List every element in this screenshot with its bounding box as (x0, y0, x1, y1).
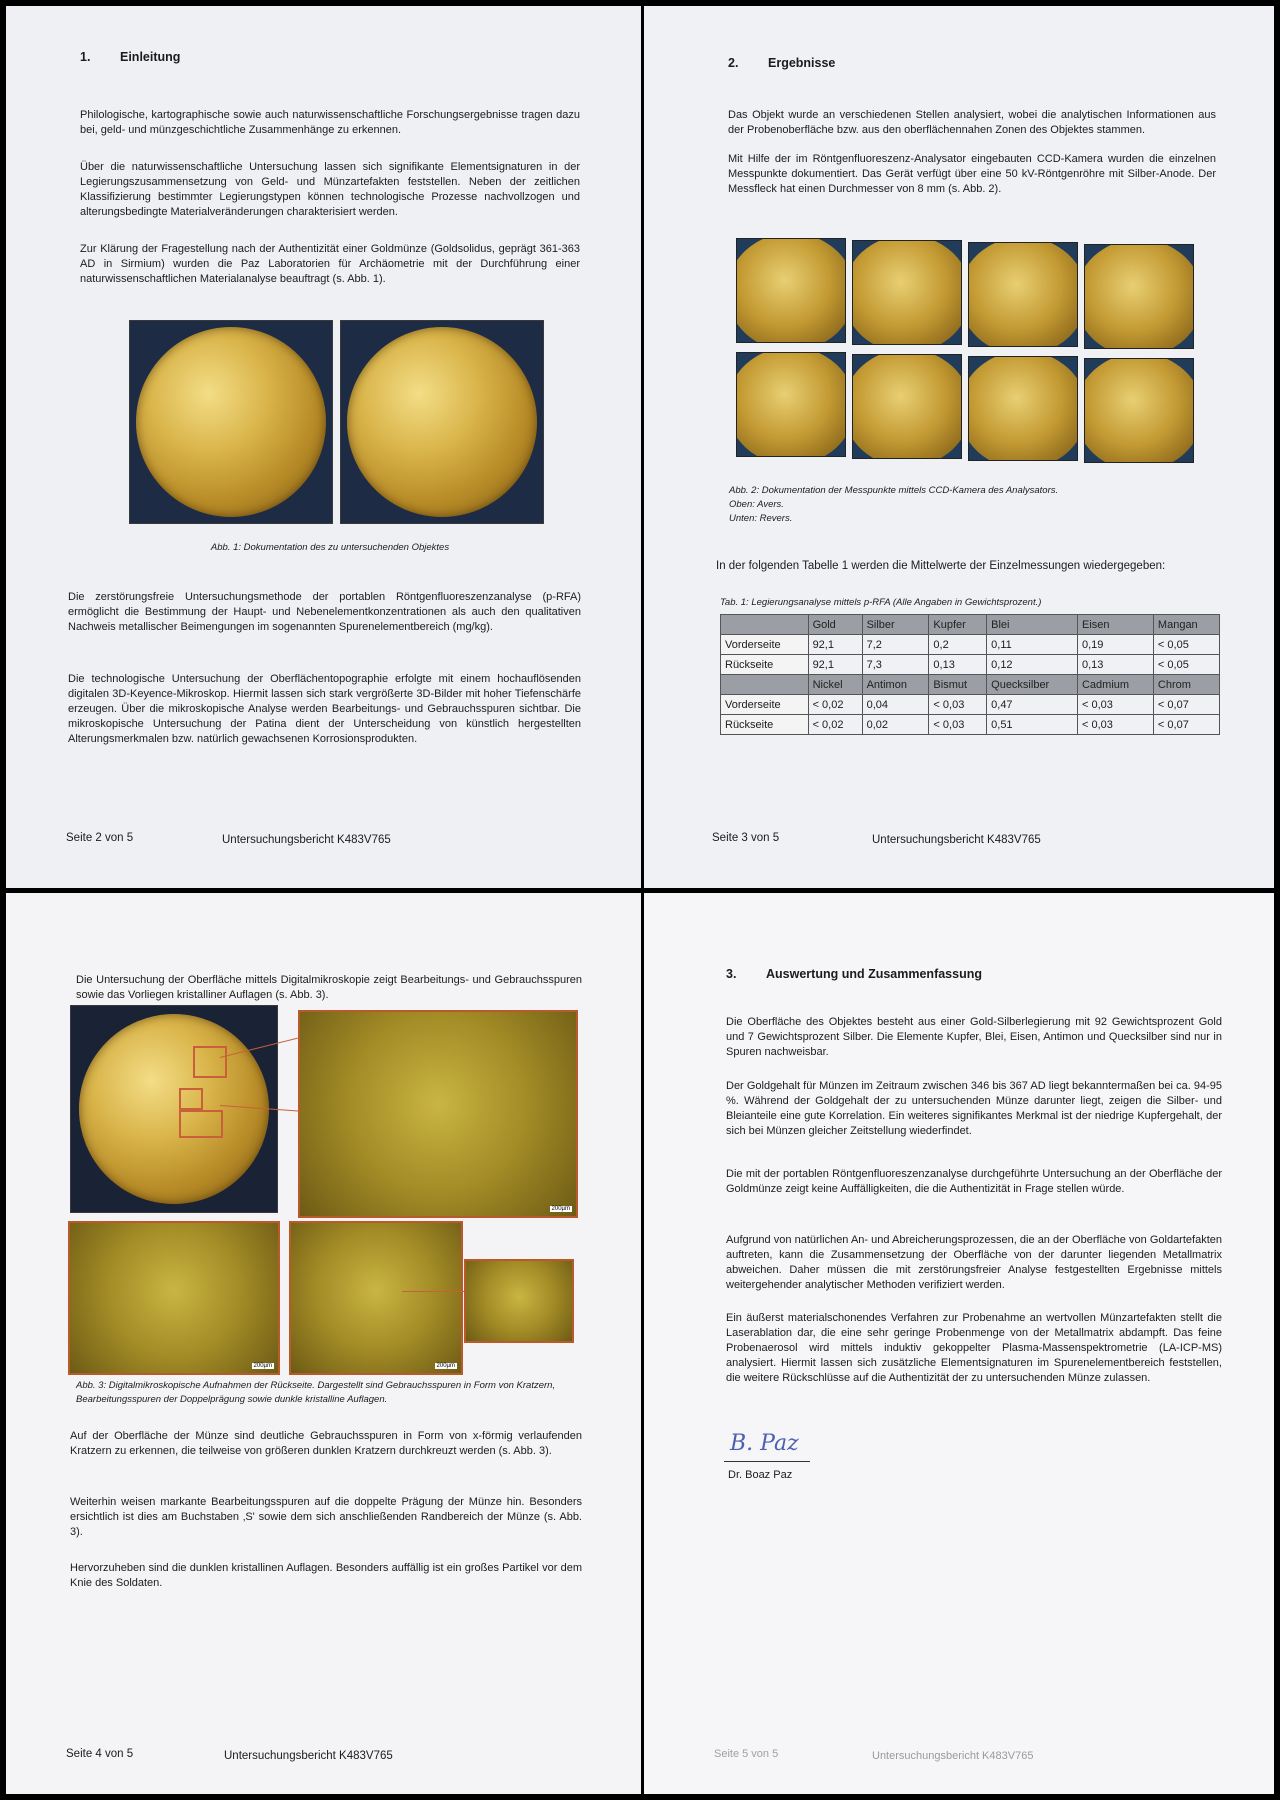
coin-reverse-photo (340, 320, 544, 524)
coin-reverse-image (79, 1014, 269, 1204)
ccd-measurement-photo-revers-1 (736, 352, 846, 457)
table-cell: < 0,05 (1153, 635, 1219, 655)
table-header-cell: Silber (862, 615, 929, 635)
table-row-label: Vorderseite (721, 635, 809, 655)
footer-report-id: Untersuchungsbericht K483V765 (224, 1750, 393, 1762)
table-row-label: Rückseite (721, 715, 809, 735)
table-header-cell: Nickel (808, 675, 862, 695)
caption-line: Unten: Revers. (729, 513, 793, 524)
table-cell: 92,1 (808, 655, 862, 675)
table-header-cell: Gold (808, 615, 862, 635)
section-heading-ergebnisse (728, 56, 835, 70)
paragraph: Hervorzuheben sind die dunklen kristallinen Auflagen. Besonders auffällig ist ein großes Partikel vor dem Knie des Soldaten. (70, 1562, 582, 1589)
paragraph: Philologische, kartographische sowie auch naturwissenschaftliche Forschungsergebnisse tragen dazu bei, geld- und münzgeschichtliche Zusammenhänge zu erkennen. (80, 109, 580, 136)
caption-line: Abb. 2: Dokumentation der Messpunkte mittels CCD-Kamera des Analysators. (729, 485, 1059, 496)
table-cell: < 0,02 (808, 695, 862, 715)
ccd-measurement-photo-revers-2 (852, 354, 962, 459)
microscope-image-scratches (298, 1010, 578, 1218)
table-cell: < 0,07 (1153, 715, 1219, 735)
table-cell: 0,19 (1077, 635, 1153, 655)
table-row-label: Rückseite (721, 655, 809, 675)
table-row (721, 655, 1220, 675)
paragraph: Auf der Oberfläche der Münze sind deutliche Gebrauchsspuren in Form von x-förmig verlaufenden Kratzern zu erkennen, die teilweise von größeren dunklen Kratzern durchkreuzt werden (s. Abb. 3). (70, 1430, 582, 1457)
paragraph: Der Goldgehalt für Münzen im Zeitraum zwischen 346 bis 367 AD liegt bekanntermaßen bei ca. 94-95 %. Während der Goldgehalt der zu untersuchenden Münze darunter liegt, zeigen die Silber- und Bleianteile eine gute Korrelation. Ein weiteres signifikantes Merkmal ist der niedrige Kupfergehalt, der sich bei Münzen gleicher Zeitstellung wiederfindet. (726, 1080, 1222, 1137)
table-cell: 0,02 (862, 715, 929, 735)
footer-page-number: Seite 4 von 5 (66, 1748, 134, 1760)
table-cell: 0,12 (987, 655, 1078, 675)
table-header-row (721, 615, 1220, 635)
table-cell: < 0,03 (1077, 715, 1153, 735)
table-cell: < 0,05 (1153, 655, 1219, 675)
footer-report-id: Untersuchungsbericht K483V765 (222, 834, 391, 846)
alloy-analysis-table (720, 614, 1220, 735)
signer-name: Dr. Boaz Paz (728, 1469, 793, 1481)
paragraph: Zur Klärung der Fragestellung nach der Authentizität einer Goldmünze (Goldsolidus, geprägt 361-363 AD in Sirmium) wurden die Paz Laboratorien für Archäometrie mit der Durchführung einer naturwissenschaftlichen Materialanalyse beauftragt (s. Abb. 1). (80, 243, 580, 285)
handwritten-signature: B. Paz (730, 1431, 799, 1456)
table-header-cell: Mangan (1153, 615, 1219, 635)
paragraph: In der folgenden Tabelle 1 werden die Mittelwerte der Einzelmessungen wiedergegeben: (716, 560, 1166, 572)
table-header-cell: Antimon (862, 675, 929, 695)
heading-number: 1. (80, 50, 91, 64)
table-cell: < 0,02 (808, 715, 862, 735)
table-cell: 0,47 (987, 695, 1078, 715)
paragraph: Die mit der portablen Röntgenfluoreszenzanalyse durchgeführte Untersuchung an der Oberfläche der Goldmünze zeigt keine Auffälligkeiten, die die Authentizität in Frage stellen würde. (726, 1168, 1222, 1195)
table-row (721, 695, 1220, 715)
table-cell: 0,51 (987, 715, 1078, 735)
table-header-cell: Eisen (1077, 615, 1153, 635)
table-header-cell: Quecksilber (987, 675, 1078, 695)
table-header-cell: Bismut (929, 675, 987, 695)
table-cell: < 0,03 (1077, 695, 1153, 715)
table-cell: 7,3 (862, 655, 929, 675)
ccd-measurement-photo-avers-3 (968, 242, 1078, 347)
ccd-measurement-photo-revers-4 (1084, 358, 1194, 463)
report-page-2 (6, 6, 641, 888)
footer-page-number: Seite 2 von 5 (66, 832, 134, 844)
table-header-row (721, 675, 1220, 695)
paragraph: Die technologische Untersuchung der Oberflächentopographie erfolgte mit einem hochauflösenden digitalen 3D-Keyence-Mikroskop. Hiermit lassen sich stark vergrößerte 3D-Bilder mit hoher Tiefenschärfe erzeugen. Über die mikroskopische Analyse werden Bearbeitungs- und Gebrauchsspuren sichtbar. Die mikroskopische Untersuchung der Patina dient der Unterscheidung von künstlich hergestellten Alterungsmerkmalen bzw. natürlich gewachsenen Korrosionsprodukten. (68, 673, 581, 745)
table-row (721, 635, 1220, 655)
table-cell: 0,04 (862, 695, 929, 715)
scale-bar-label: 200µm (436, 1363, 455, 1369)
footer-page-number: Seite 3 von 5 (712, 832, 780, 844)
table-cell: 92,1 (808, 635, 862, 655)
figure-caption (729, 484, 1199, 526)
table-row (721, 715, 1220, 735)
table-header-cell (721, 615, 809, 635)
paragraph: Weiterhin weisen markante Bearbeitungsspuren auf die doppelte Prägung der Münze hin. Besonders ersichtlich ist dies am Buchstaben ‚S' sowie dem sich anschließenden Randbereich der Münze (s. Abb. 3). (70, 1496, 582, 1538)
table-header-cell: Kupfer (929, 615, 987, 635)
table-row-label: Vorderseite (721, 695, 809, 715)
table-cell: 0,13 (1077, 655, 1153, 675)
microscope-image-soldier (289, 1221, 463, 1375)
coin-obverse-photo (129, 320, 333, 524)
ccd-measurement-photo-avers-2 (852, 240, 962, 345)
table-header-cell (721, 675, 809, 695)
paragraph: Die Untersuchung der Oberfläche mittels Digitalmikroskopie zeigt Bearbeitungs- und Gebrauchsspuren sowie das Vorliegen kristalliner Auflagen (s. Abb. 3). (76, 974, 582, 1001)
section-heading-auswertung (726, 967, 982, 981)
table-cell: < 0,07 (1153, 695, 1219, 715)
ccd-measurement-photo-avers-1 (736, 238, 846, 343)
coin-obverse-image (136, 327, 326, 517)
paragraph: Ein äußerst materialschonendes Verfahren zur Probenahme an wertvollen Münzartefakten stellt die Laserablation dar, die eine sehr geringe Probenmenge von der Metallmatrix abdampft. Das feine Probenaerosol wird mittels induktiv gekoppelter Plasma-Massenspektrometrie (LA-ICP-MS) analysiert. Hiermit lassen sich zusätzliche Elementsignaturen im Spurenelementbereich feststellen, die weitere Rückschlüsse auf die Authentizität der zu untersuchenden Münze zulassen. (726, 1312, 1222, 1384)
table-header-cell: Cadmium (1077, 675, 1153, 695)
detail-marker (193, 1046, 227, 1078)
connector-line (402, 1291, 464, 1292)
heading-text: Auswertung und Zusammenfassung (766, 967, 982, 981)
footer-report-id: Untersuchungsbericht K483V765 (872, 1750, 1034, 1762)
heading-number: 2. (728, 56, 739, 70)
figure-caption: Abb. 3: Digitalmikroskopische Aufnahmen der Rückseite. Dargestellt sind Gebrauchsspuren in Form von Kratzern, Bearbeitungsspuren der Doppelprägung sowie dunkle kristalline Auflagen. (76, 1380, 556, 1405)
footer-page-number: Seite 5 von 5 (714, 1748, 779, 1760)
table-cell: 0,2 (929, 635, 987, 655)
heading-text: Einleitung (120, 50, 181, 64)
paragraph: Die Oberfläche des Objektes besteht aus einer Gold-Silberlegierung mit 92 Gewichtsprozent Gold und 7 Gewichtsprozent Silber. Die Elemente Kupfer, Blei, Eisen, Antimon und Quecksilber sind nur in Spuren nachweisbar. (726, 1016, 1222, 1058)
table-cell: < 0,03 (929, 715, 987, 735)
ccd-measurement-photo-avers-4 (1084, 244, 1194, 349)
scale-bar-label: 200µm (551, 1206, 570, 1212)
report-page-5 (644, 893, 1274, 1794)
table-caption: Tab. 1: Legierungsanalyse mittels p-RFA (Alle Angaben in Gewichtsprozent.) (720, 597, 1042, 608)
coin-reverse-overview-photo (70, 1005, 278, 1213)
paragraph: Die zerstörungsfreie Untersuchungsmethode der portablen Röntgenfluoreszenzanalyse (p-RFA) ermöglicht die Bestimmung der Haupt- und Nebenelementkonzentrationen als auch den qualitativen Nachweis metallischer Beimengungen im sogenannten Spurenelementbereich (mg/kg). (68, 591, 581, 633)
table-cell: 0,13 (929, 655, 987, 675)
signature-line (724, 1461, 810, 1462)
figure-caption: Abb. 1: Dokumentation des zu untersuchenden Objektes (210, 542, 450, 553)
ccd-measurement-photo-revers-3 (968, 356, 1078, 461)
footer-report-id: Untersuchungsbericht K483V765 (872, 834, 1041, 846)
heading-number: 3. (726, 967, 737, 981)
paragraph: Über die naturwissenschaftliche Untersuchung lassen sich signifikante Elementsignaturen in der Legierungszusammensetzung von Geld- und Münzartefakten feststellen. Neben der zeitlichen Klassifizierung bestimmter Legierungstypen können technologische Prozesse nachvollzogen und alterungsbedingte Materialveränderungen charakterisiert werden. (80, 161, 580, 218)
table-cell: 0,11 (987, 635, 1078, 655)
detail-marker (179, 1110, 223, 1138)
paragraph: Das Objekt wurde an verschiedenen Stellen analysiert, wobei die analytischen Informationen aus der Probenoberfläche bzw. aus den oberflächennahen Zonen des Objektes stammen. (728, 109, 1216, 136)
detail-marker (179, 1088, 203, 1110)
table-header-cell: Chrom (1153, 675, 1219, 695)
coin-reverse-image (347, 327, 537, 517)
microscope-image-crystalline-particle (464, 1259, 574, 1343)
microscope-image-double-strike (68, 1221, 280, 1375)
scale-bar-label: 200µm (253, 1363, 272, 1369)
table-cell: 7,2 (862, 635, 929, 655)
heading-text: Ergebnisse (768, 56, 836, 70)
caption-line: Oben: Avers. (729, 499, 784, 510)
table-cell: < 0,03 (929, 695, 987, 715)
report-page-4 (6, 893, 641, 1794)
paragraph: Aufgrund von natürlichen An- und Abreicherungsprozessen, die an der Oberfläche von Goldartefakten auftreten, kann die Zusammensetzung der Oberfläche von der darunter liegenden Metallmatrix abweichen. Daher müssen die mit zerstörungsfreier Analyse festgestellten Ergebnisse mittels weitergehender analytischer Methoden verifiziert werden. (726, 1234, 1222, 1291)
paragraph: Mit Hilfe der im Röntgenfluoreszenz-Analysator eingebauten CCD-Kamera wurden die einzelnen Messpunkte dokumentiert. Das Gerät verfügt über eine 50 kV-Röntgenröhre mit Silber-Anode. Der Messfleck hat einen Durchmesser von 8 mm (s. Abb. 2). (728, 153, 1216, 195)
table-header-cell: Blei (987, 615, 1078, 635)
section-heading-einleitung (80, 50, 180, 64)
report-page-3 (644, 6, 1274, 888)
